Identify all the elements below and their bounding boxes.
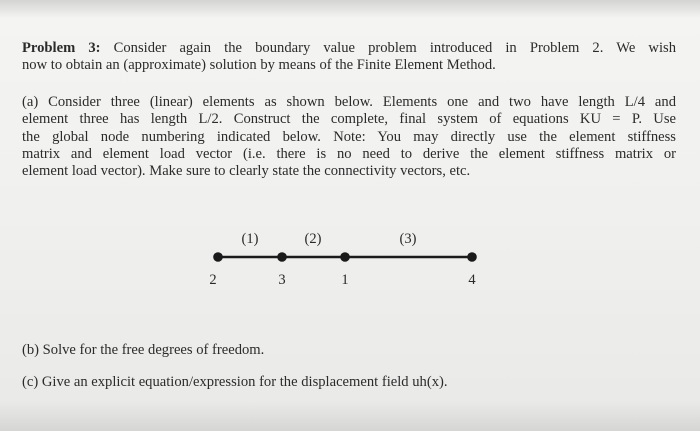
element-label-2: (2) (304, 231, 322, 247)
problem-intro (22, 40, 676, 75)
element-label-3: (3) (399, 231, 417, 247)
node-dot-4 (467, 252, 477, 262)
part-b-text: (b) Solve for the free degrees of freedom. (22, 342, 265, 358)
part-a-line-5: element load vector). Make sure to clearly state the connectivity vectors, etc. (22, 163, 471, 180)
node-label-2: 2 (209, 272, 217, 288)
node-dot-1 (340, 252, 350, 262)
part-a-line-1: (a) Consider three (linear) elements as shown below. Elements one and two have length L/4 and (22, 94, 676, 110)
part-a-paragraph (22, 94, 676, 180)
part-a-line-2: element three has length L/2. Construct the complete, final system of equations KU = P. Use (22, 111, 676, 128)
page-shadow-bottom (0, 401, 700, 431)
node-dot-2 (213, 252, 223, 262)
problem-intro-text-1: Consider again the boundary value problem introduced in Problem 2. We wish (113, 40, 676, 56)
part-a-line-3: the global node numbering indicated below. Note: You may directly use the element stiffness (22, 128, 676, 145)
problem-heading: Problem 3: (22, 40, 101, 56)
node-label-3: 3 (278, 272, 286, 288)
problem-intro-line-2: now to obtain an (approximate) solution by means of the Finite Element Method. (22, 57, 496, 74)
element-label-1: (1) (241, 231, 259, 247)
part-c-text: (c) Give an explicit equation/expression for the displacement field uh(x). (22, 374, 448, 390)
node-label-4: 4 (468, 272, 476, 288)
part-a-line-4: matrix and element load vector (i.e. there is no need to derive the element stiffness matrix or (22, 145, 676, 162)
page-shadow-top (0, 0, 700, 18)
part-c-paragraph (22, 374, 676, 391)
part-b-paragraph (22, 342, 676, 359)
problem-intro-line-1 (22, 40, 676, 57)
node-dot-3 (277, 252, 287, 262)
node-label-1: 1 (341, 272, 349, 288)
